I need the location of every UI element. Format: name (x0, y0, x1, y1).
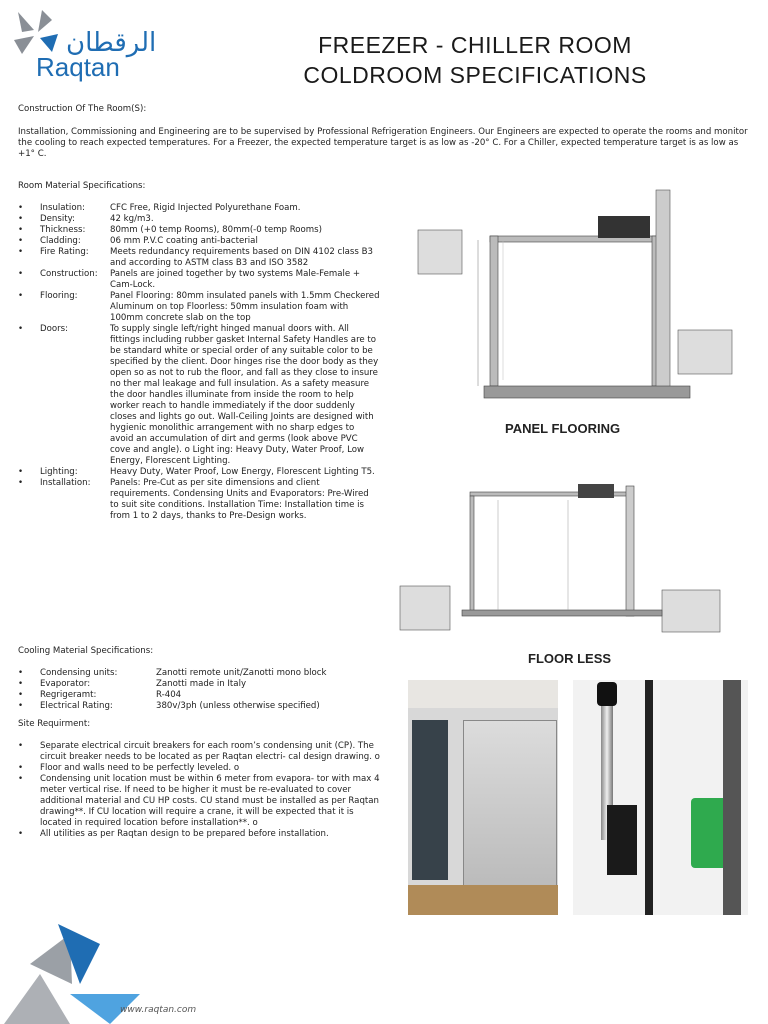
spec-label: • Lighting: (40, 467, 78, 477)
spec-value: Panels are joined together by two systems Male-Female + Cam-Lock. (110, 269, 361, 290)
list-item (18, 269, 380, 291)
website-url[interactable]: www.raqtan.com (120, 1005, 197, 1015)
spec-value: Meets redundancy requirements based on DIN 4102 class B3 and according to ASTM class B3 and ISO 3582 (110, 247, 373, 268)
spec-label: • Installation: (40, 478, 91, 488)
door-window-dark (412, 720, 448, 880)
list-item (18, 690, 388, 701)
list-item: • Floor and walls need to be perfectly leveled. o (18, 763, 388, 774)
list-item (18, 467, 380, 478)
black-cap (597, 682, 617, 706)
spec-label: • Doors: (40, 324, 69, 334)
list-item (18, 247, 380, 269)
room-material-heading: Room Material Specifications: (18, 181, 146, 191)
list-item (18, 701, 388, 712)
spec-value: 380v/3ph (unless otherwise specified) (156, 701, 320, 711)
site-requirement-section (18, 719, 388, 840)
site-heading: Site Requirment: (18, 719, 91, 729)
floor-less-caption: FLOOR LESS (528, 651, 612, 666)
spec-value: To supply single left/right hinged manual doors with. All fittings including rubber gasket Internal Safety Handles are to be standard white or special order of any suitable color to be specified by the client. Door hinges rise the door body as they open so as not to rub the floor, and fall as they close to insure no ther mal leakage and full insulation. As a safety measure the door handles illuminate from inside the room to help worker reach to handle immediately if the door suddenly closes and lights go out. Wall-Ceiling Joints are designed with hygienic monolithic arrangement with no sharp edges to avoid an accumulation of dirt and germs (look above PVC cove and angle). o Light ing: Heavy Duty, Water Proof, Low Energy, Florescent Lighting. (110, 324, 379, 466)
list-item (18, 478, 380, 522)
spec-value: 80mm (+0 temp Rooms), 80mm(-0 temp Rooms) (110, 225, 322, 235)
construction-heading: Construction Of The Room(S): (18, 104, 147, 114)
spec-label: • Thickness: (40, 225, 86, 235)
spec-value: 06 mm P.V.C coating anti-bacterial (110, 236, 258, 246)
spec-value: R-404 (156, 690, 182, 700)
spec-label: • Flooring: (40, 291, 78, 301)
panel-flooring-diagram (398, 180, 754, 414)
dark-strip (645, 680, 653, 915)
floor (408, 885, 558, 915)
page-title (270, 30, 680, 90)
cooling-material-heading: Cooling Material Specifications: (18, 646, 154, 656)
floor-less-diagram (398, 470, 754, 650)
list-item (18, 324, 380, 467)
spec-value: Heavy Duty, Water Proof, Low Energy, Florescent Lighting T5. (110, 467, 375, 477)
list-item: • All utilities as per Raqtan design to be prepared before installation. (18, 829, 388, 840)
spec-label: • Construction: (40, 269, 98, 279)
brand-name: Raqtan (36, 52, 120, 82)
door-handle-photo (573, 680, 748, 915)
spec-label: • Insulation: (40, 203, 85, 213)
title-line-2: COLDROOM SPECIFICATIONS (303, 62, 647, 88)
list-item (18, 236, 380, 247)
title-line-1: FREEZER - CHILLER ROOM (318, 32, 632, 58)
latch-bar (723, 680, 741, 915)
list-item (18, 203, 380, 214)
spec-label: • Evaporator: (40, 679, 91, 689)
list-item (18, 668, 388, 679)
spec-value: Panels: Pre-Cut as per site dimensions and client requirements. Condensing Units and Evaporators: Pre-Wired to suit site conditions. Installation Time: Installation time is from 1 to 2 days, thanks to Pre-Design works. (110, 478, 369, 521)
room-material-section (18, 181, 380, 522)
spec-label: • Electrical Rating: (40, 701, 113, 711)
spec-value: CFC Free, Rigid Injected Polyurethane Foam. (110, 203, 301, 213)
list-item: • Condensing unit location must be within 6 meter from evapora- tor with max 4 meter vertical rise. If need to be higher it must be re-evaluated to cover additional material and CU HP costs. CU stand must be installed as per Raqtan drawing**. If CU location will require a crane, it will be expected that it is located in required location before installation**. o (18, 774, 388, 829)
spec-label: • Condensing units: (40, 668, 118, 678)
list-item: • Separate electrical circuit breakers for each room’s condensing unit (CP). The circuit breaker needs to be located as per Raqtan electri- cal design drawing. o (18, 741, 388, 763)
black-handle (607, 805, 637, 875)
panel-flooring-caption: PANEL FLOORING (505, 421, 621, 436)
spec-value: Zanotti made in Italy (156, 679, 247, 689)
spec-label: • Regrigeramt: (40, 690, 97, 700)
list-item (18, 291, 380, 324)
list-item (18, 225, 380, 236)
construction-intro: Installation, Commissioning and Engineering are to be supervised by Professional Refrigeration Engineers. Our Engineers are expected to operate the rooms and monitor the cooling to reach expected temperatures. For a Freezer, the expected temperature target is as low as -20° C. For a Chiller, expected temperature target is as low as +1° C. (18, 127, 748, 159)
coldroom-door-photo (408, 680, 558, 915)
spec-label: • Density: (40, 214, 75, 224)
spec-value: Zanotti remote unit/Zanotti mono block (156, 668, 327, 678)
spec-label: • Cladding: (40, 236, 81, 246)
list-item (18, 214, 380, 225)
spec-value: Panel Flooring: 80mm insulated panels with 1.5mm Checkered Aluminum on top Floorless: 50mm insulation foam with 100mm concrete slab on the top (110, 291, 380, 323)
spec-label: • Fire Rating: (40, 247, 89, 257)
construction-section (18, 104, 752, 160)
list-item (18, 679, 388, 690)
door-panel (463, 720, 557, 902)
cooling-material-section (18, 646, 388, 712)
spec-value: 42 kg/m3. (110, 214, 154, 224)
brand-arabic: الرقطان (66, 28, 157, 58)
